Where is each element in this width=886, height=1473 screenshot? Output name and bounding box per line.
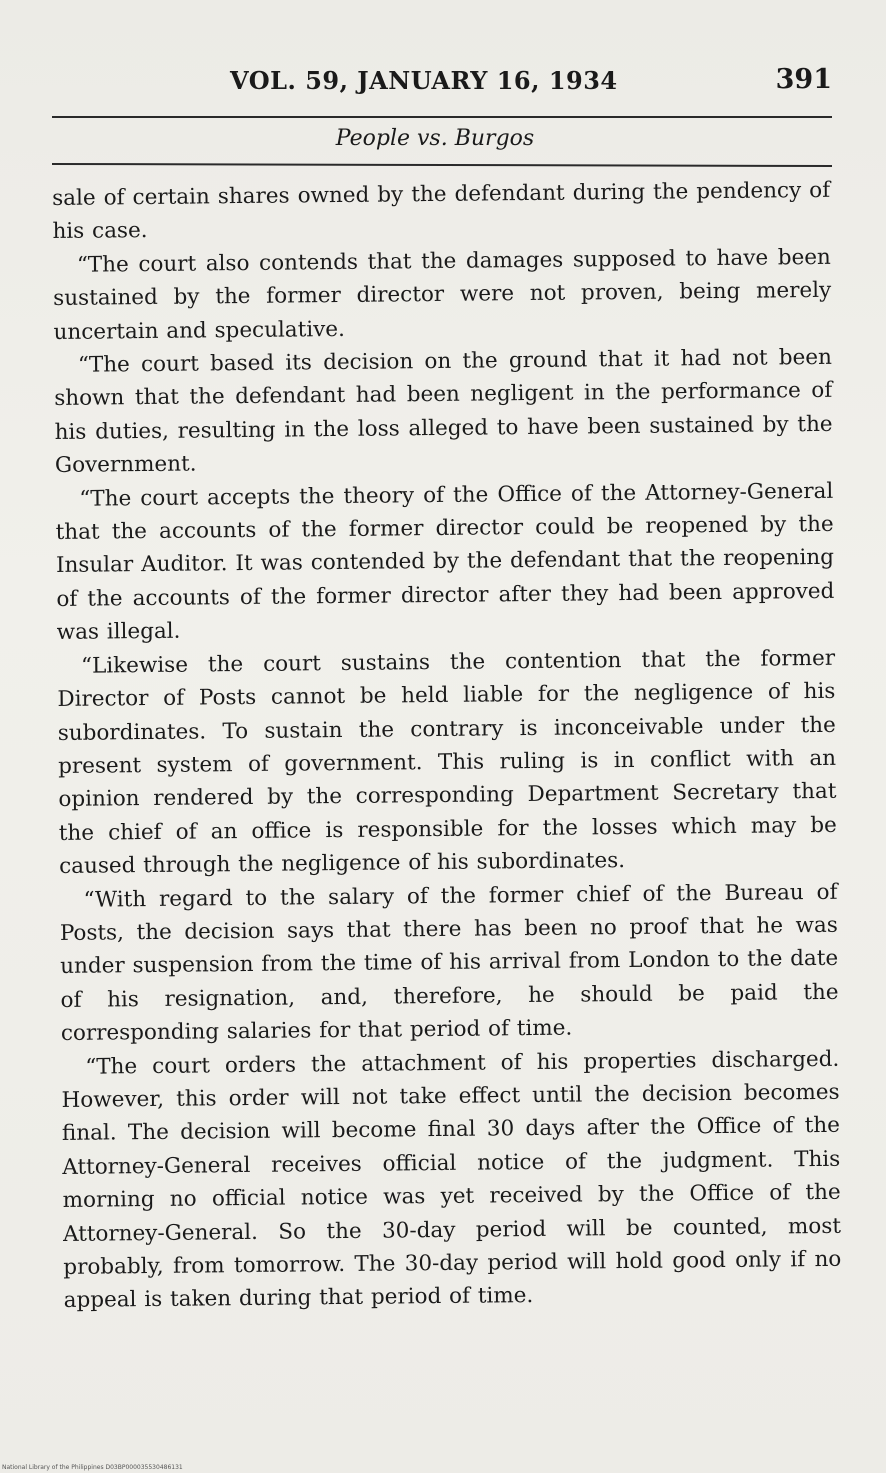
- page-header: [52, 64, 832, 104]
- paragraph: “With regard to the salary of the former chief of the Bureau of Posts, the decision says that there has been no proof that he was under suspension from the time of his arrival from London to the date of his resignation, and, therefore, he should be paid the corresponding salaries for that period of time.: [59, 879, 839, 1047]
- paragraph: “Likewise the court sustains the contention that the former Director of Posts cannot be held liable for the negligence of his subordinates. To sustain the contrary is inconceivable under the present system of government. This ruling is in conflict with an opinion rendered by the corresponding Department Secretary that the chief of an office is responsible for the losses which may be caused through the negligence of his subordinates.: [57, 645, 837, 880]
- page-number: 391: [775, 64, 832, 95]
- body-text: [52, 174, 842, 1318]
- paragraph: “The court based its decision on the ground that it had not been shown that the defendant had been negligent in the performance of his duties, resulting in the loss alleged to have been sustained by the Government.: [54, 344, 833, 479]
- header-rule-top: [52, 116, 832, 118]
- paragraph: “The court accepts the theory of the Office of the Attorney-General that the accounts of the former director could be reopened by the Insular Auditor. It was contended by the defendant that the reopening of the accounts of the former director after they had been approved was illegal.: [55, 478, 835, 646]
- case-title: People vs. Burgos: [335, 126, 535, 151]
- paragraph: “The court also contends that the damages supposed to have been sustained by the former director were not proven, being merely uncertain and speculative.: [53, 244, 832, 345]
- header-rule-bottom: [52, 163, 832, 167]
- scan-footer-id: National Library of the Philippines D03BP000035530486131: [2, 1464, 183, 1471]
- running-head: VOL. 59, JANUARY 16, 1934: [230, 66, 618, 95]
- paragraph: sale of certain shares owned by the defendant during the pendency of his case.: [52, 177, 831, 245]
- paragraph: “The court orders the attachment of his properties discharged. However, this order will not take effect until the decision becomes final. The decision will become final 30 days after the Office of the Attorney-General receives official notice of the judgment. This morning no official notice was yet received by the Office of the Attorney-General. So the 30-day period will be counted, most probably, from tomorrow. The 30-day period will hold good only if no appeal is taken during that period of time.: [61, 1046, 842, 1314]
